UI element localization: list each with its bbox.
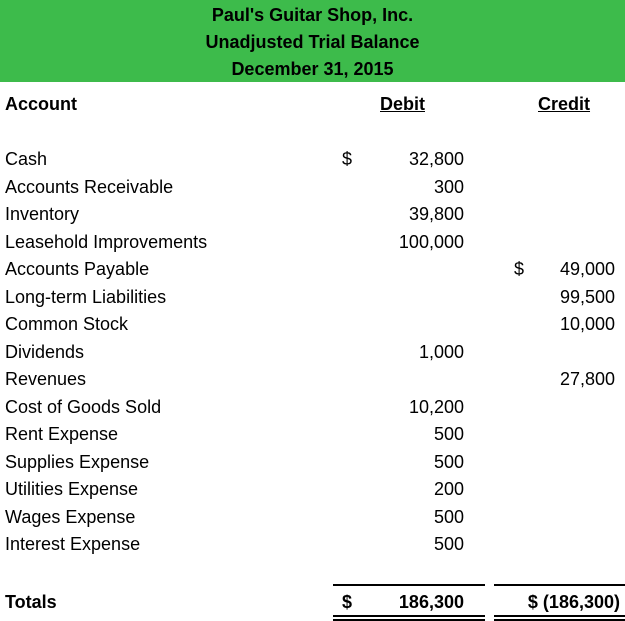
debit-amount: 500 <box>433 451 464 472</box>
totals-debit-sign: $ <box>342 592 353 612</box>
table-row <box>0 286 625 313</box>
account-name: Inventory <box>5 204 80 224</box>
account-name: Rent Expense <box>5 424 119 444</box>
table-row <box>0 478 625 505</box>
account-name: Accounts Receivable <box>5 176 174 197</box>
account-name: Utilities Expense <box>5 479 139 499</box>
account-name: Common Stock <box>5 314 129 334</box>
account-name: Long-term Liabilities <box>5 286 167 307</box>
debit-amount: 200 <box>433 479 464 499</box>
table-row <box>0 148 625 175</box>
debit-amount: 32,800 <box>408 149 464 169</box>
credit-dollar-sign: $ <box>514 259 525 279</box>
table-row <box>0 533 625 560</box>
credit-amount: 49,000 <box>559 259 615 279</box>
debit-amount: 300 <box>433 176 464 197</box>
credit-total-rule <box>494 584 625 586</box>
account-name: Leasehold Improvements <box>5 231 208 252</box>
totals-row <box>0 591 625 615</box>
account-name: Dividends <box>5 341 85 362</box>
table-row <box>0 451 625 478</box>
totals-debit: 186,300 <box>398 592 464 612</box>
totals-label: Totals <box>5 592 57 612</box>
account-name: Revenues <box>5 369 87 389</box>
account-name: Cost of Goods Sold <box>5 396 162 417</box>
table-row <box>0 396 625 423</box>
column-header-account: Account <box>5 94 77 114</box>
account-name: Accounts Payable <box>5 259 150 279</box>
account-name: Supplies Expense <box>5 451 150 472</box>
column-header-debit: Debit <box>380 94 425 114</box>
column-header-credit: Credit <box>538 94 591 114</box>
debit-amount: 500 <box>433 424 464 444</box>
company-name: Paul's Guitar Shop, Inc. <box>211 5 414 25</box>
debit-amount: 10,200 <box>408 396 464 417</box>
table-row <box>0 203 625 230</box>
credit-amount: 10,000 <box>559 314 615 334</box>
table-row <box>0 506 625 533</box>
debit-amount: 500 <box>433 506 464 527</box>
table-row <box>0 231 625 258</box>
table-row <box>0 423 625 450</box>
debit-total-rule <box>333 584 485 586</box>
account-name: Interest Expense <box>5 534 141 554</box>
account-name: Cash <box>5 149 48 169</box>
title-banner <box>0 0 625 82</box>
debit-double-rule-1 <box>333 615 485 617</box>
report-title: Unadjusted Trial Balance <box>205 32 420 52</box>
table-row <box>0 313 625 340</box>
table-row <box>0 341 625 368</box>
account-name: Wages Expense <box>5 506 136 527</box>
debit-amount: 500 <box>433 534 464 554</box>
debit-amount: 100,000 <box>398 231 464 252</box>
report-date: December 31, 2015 <box>231 59 394 79</box>
debit-amount: 39,800 <box>408 204 464 224</box>
credit-amount: 99,500 <box>559 286 615 307</box>
table-row <box>0 176 625 203</box>
debit-dollar-sign: $ <box>342 149 353 169</box>
debit-amount: 1,000 <box>418 341 464 362</box>
credit-amount: 27,800 <box>559 369 615 389</box>
credit-double-rule-1 <box>494 615 625 617</box>
totals-credit: $ (186,300) <box>527 592 620 612</box>
table-row <box>0 258 625 285</box>
table-row <box>0 368 625 395</box>
